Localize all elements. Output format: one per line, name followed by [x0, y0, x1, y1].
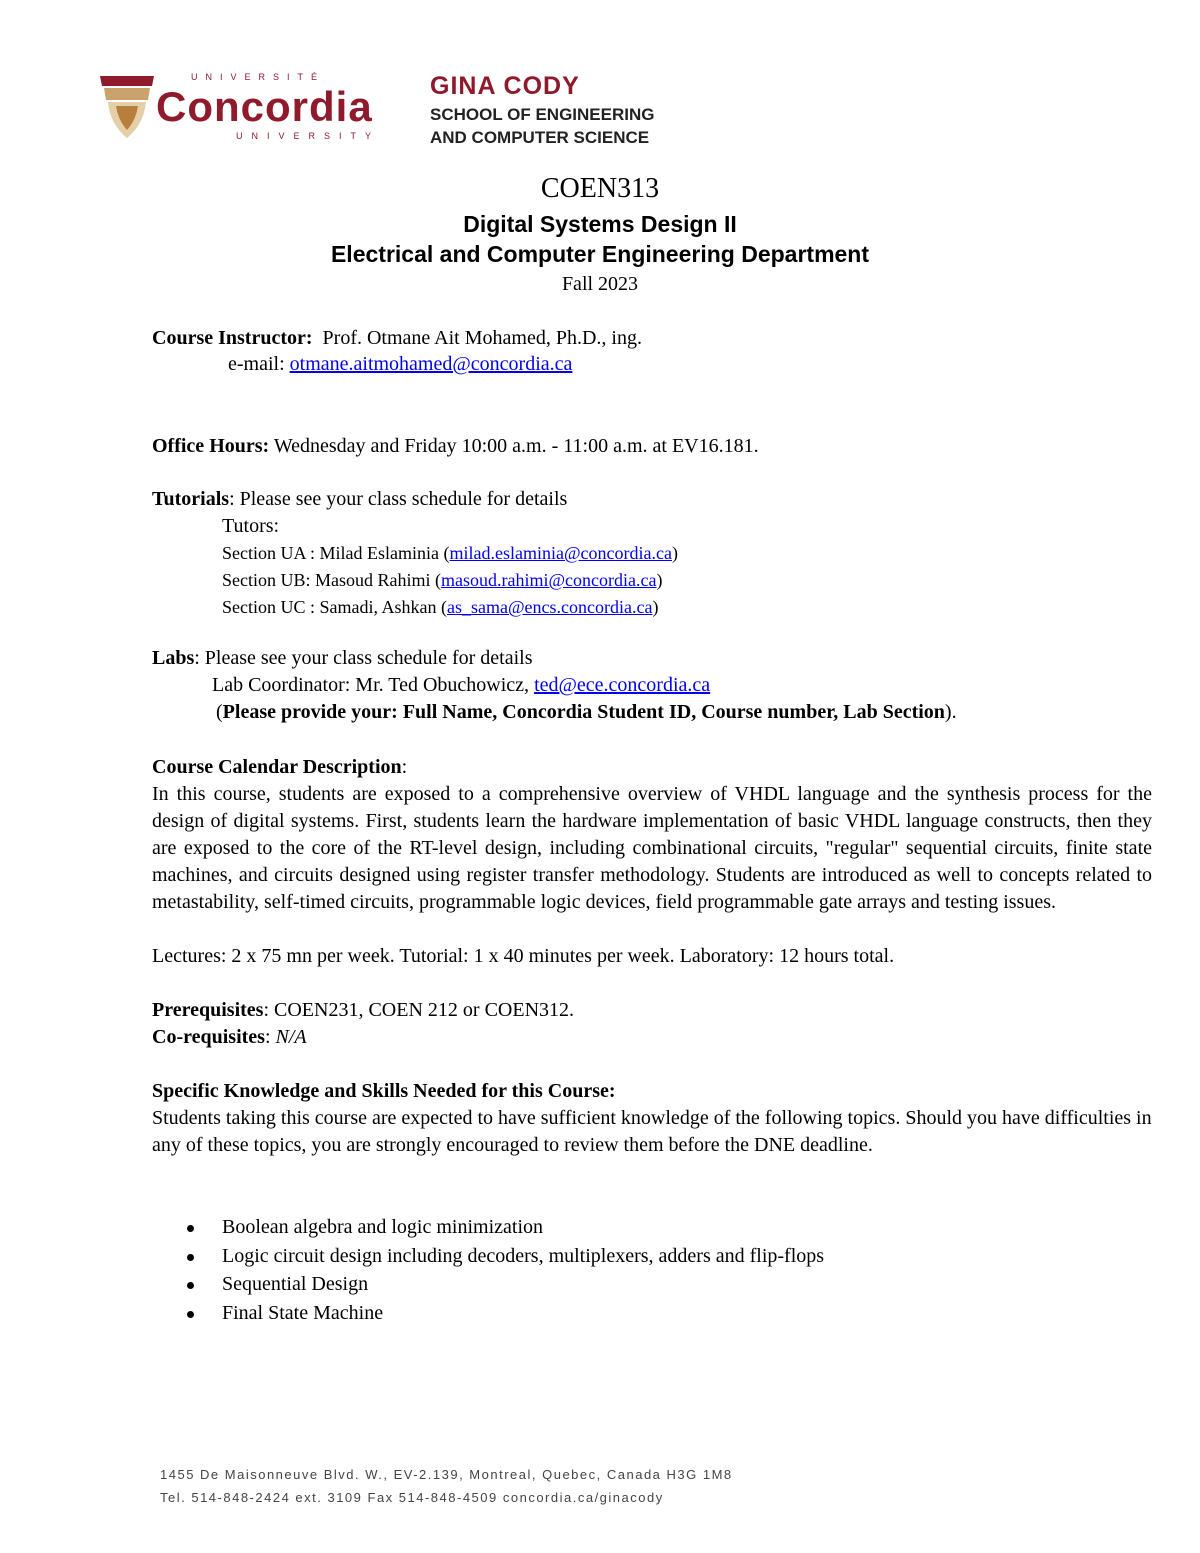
tutor-section-ua	[222, 540, 678, 567]
instructor-label: Course Instructor:	[152, 327, 313, 349]
skills-list	[152, 1214, 1152, 1328]
lab-note-open: (	[216, 701, 223, 723]
bullet-icon	[187, 1254, 194, 1261]
tutor-email-link[interactable]: as_sama@encs.concordia.ca	[446, 597, 653, 617]
tutorials-line	[152, 486, 567, 513]
instructor-email-label: e-mail:	[228, 353, 285, 375]
lab-coordinator-line	[212, 672, 710, 699]
logo-university-text: UNIVERSITY	[236, 131, 381, 141]
description-label: Course Calendar Description	[152, 756, 402, 778]
list-item-text: Sequential Design	[222, 1273, 369, 1295]
department-name: Electrical and Computer Engineering Department	[330, 241, 870, 267]
course-name: Digital Systems Design II	[463, 211, 737, 237]
tutor-section-suffix: )	[652, 597, 659, 617]
skills-intro: Students taking this course are expected to have sufficient knowledge of the following topics. Should you have difficulties in any of these topics, you are strongly encouraged to review them before the DNE deadline.	[152, 1107, 1152, 1156]
corequisites-label: Co-requisites	[152, 1026, 265, 1048]
school-name-gina-cody: GINA CODY	[430, 72, 580, 100]
tutor-section-text: Section UA : Milad Eslaminia (	[222, 543, 450, 563]
prerequisites-label: Prerequisites	[152, 999, 264, 1021]
school-name-block	[430, 72, 655, 149]
school-name-line-2: SCHOOL OF ENGINEERING	[430, 105, 655, 124]
tutor-email-link[interactable]: masoud.rahimi@concordia.ca	[441, 570, 657, 590]
corequisites-value: N/A	[275, 1026, 307, 1048]
tutor-section-text: Section UC : Samadi, Ashkan (	[222, 597, 447, 617]
tutorials-text: : Please see your class schedule for details	[229, 488, 568, 510]
list-item-text: Logic circuit design including decoders, multiplexers, adders and flip-flops	[222, 1244, 825, 1267]
office-hours-text: Wednesday and Friday 10:00 a.m. - 11:00 a.m. at EV16.181.	[273, 435, 759, 457]
tutors-label: Tutors:	[222, 515, 280, 537]
instructor-email-link[interactable]: otmane.aitmohamed@concordia.ca	[289, 353, 573, 375]
prerequisites-line	[152, 997, 574, 1024]
footer-contact: Tel. 514-848-2424 ext. 3109 Fax 514-848-4509 concordia.ca/ginacody	[160, 1490, 664, 1505]
tutor-section-text: Section UB: Masoud Rahimi (	[222, 570, 441, 590]
description-body: In this course, students are exposed to a comprehensive overview of VHDL language and the synthesis process for the design of digital systems. First, students learn the hardware implementation of basic VHDL language constructs, then they are exposed to the core of the RT-level design, including combinational circuits, "regular" sequential circuits, finite state machines, and circuits designed using register transfer methodology. Students are introduced as well to concepts related to metastability, self-timed circuits, programmable logic devices, field programmable gate arrays and testing issues.	[152, 783, 1152, 913]
list-item	[152, 1243, 1152, 1272]
tutor-sections	[222, 540, 678, 621]
course-code: COEN313	[540, 173, 660, 204]
bullet-icon	[187, 1225, 194, 1232]
office-hours-label: Office Hours:	[152, 435, 270, 457]
description-heading	[152, 754, 407, 781]
bullet-icon	[187, 1311, 194, 1318]
prerequisites-text: : COEN231, COEN 212 or COEN312.	[263, 999, 575, 1021]
logo-universite-text: UNIVERSITÉ	[191, 72, 326, 82]
concordia-logo	[98, 70, 398, 150]
tutor-email-link[interactable]: milad.eslaminia@concordia.ca	[449, 543, 672, 563]
lab-note-line	[216, 699, 957, 726]
labs-text: : Please see your class schedule for details	[194, 647, 533, 669]
list-item	[152, 1214, 1152, 1243]
office-hours-line	[152, 433, 759, 460]
list-item-text: Final State Machine	[222, 1301, 384, 1324]
labs-label: Labs	[152, 647, 195, 669]
instructor-email-line	[228, 351, 572, 378]
tutorials-label: Tutorials	[152, 488, 230, 510]
lab-coordinator-text: Lab Coordinator: Mr. Ted Obuchowicz,	[212, 674, 535, 696]
lab-note-bold: Please provide your: Full Name, Concordia Student ID, Course number, Lab Section	[222, 701, 945, 723]
tutor-section-uc	[222, 594, 678, 621]
corequisites-line	[152, 1024, 307, 1051]
labs-line	[152, 645, 532, 672]
lab-note-close: ).	[944, 701, 957, 723]
lab-coordinator-email-link[interactable]: ted@ece.concordia.ca	[534, 674, 711, 696]
logo-concordia-wordmark: Concordia	[156, 83, 373, 130]
tutor-section-suffix: )	[671, 543, 678, 563]
term: Fall 2023	[561, 273, 639, 295]
tutor-section-suffix: )	[656, 570, 663, 590]
school-name-line-3: AND COMPUTER SCIENCE	[430, 128, 650, 147]
list-item-text: Boolean algebra and logic minimization	[222, 1216, 544, 1238]
description-lectures: Lectures: 2 x 75 mn per week. Tutorial: 1 x 40 minutes per week. Laboratory: 12 hours total.	[152, 945, 895, 967]
instructor-name: Prof. Otmane Ait Mohamed, Ph.D., ing.	[322, 327, 642, 349]
concordia-crest-icon	[98, 72, 156, 142]
bullet-icon	[187, 1282, 194, 1289]
instructor-line	[152, 325, 1152, 352]
tutor-section-ub	[222, 567, 678, 594]
corequisites-colon: :	[264, 1026, 276, 1048]
footer-address: 1455 De Maisonneuve Blvd. W., EV-2.139, Montreal, Quebec, Canada H3G 1M8	[160, 1467, 733, 1482]
list-item	[152, 1271, 1152, 1300]
skills-heading: Specific Knowledge and Skills Needed for this Course:	[152, 1080, 616, 1102]
list-item	[152, 1300, 1152, 1329]
description-colon: :	[401, 756, 408, 778]
